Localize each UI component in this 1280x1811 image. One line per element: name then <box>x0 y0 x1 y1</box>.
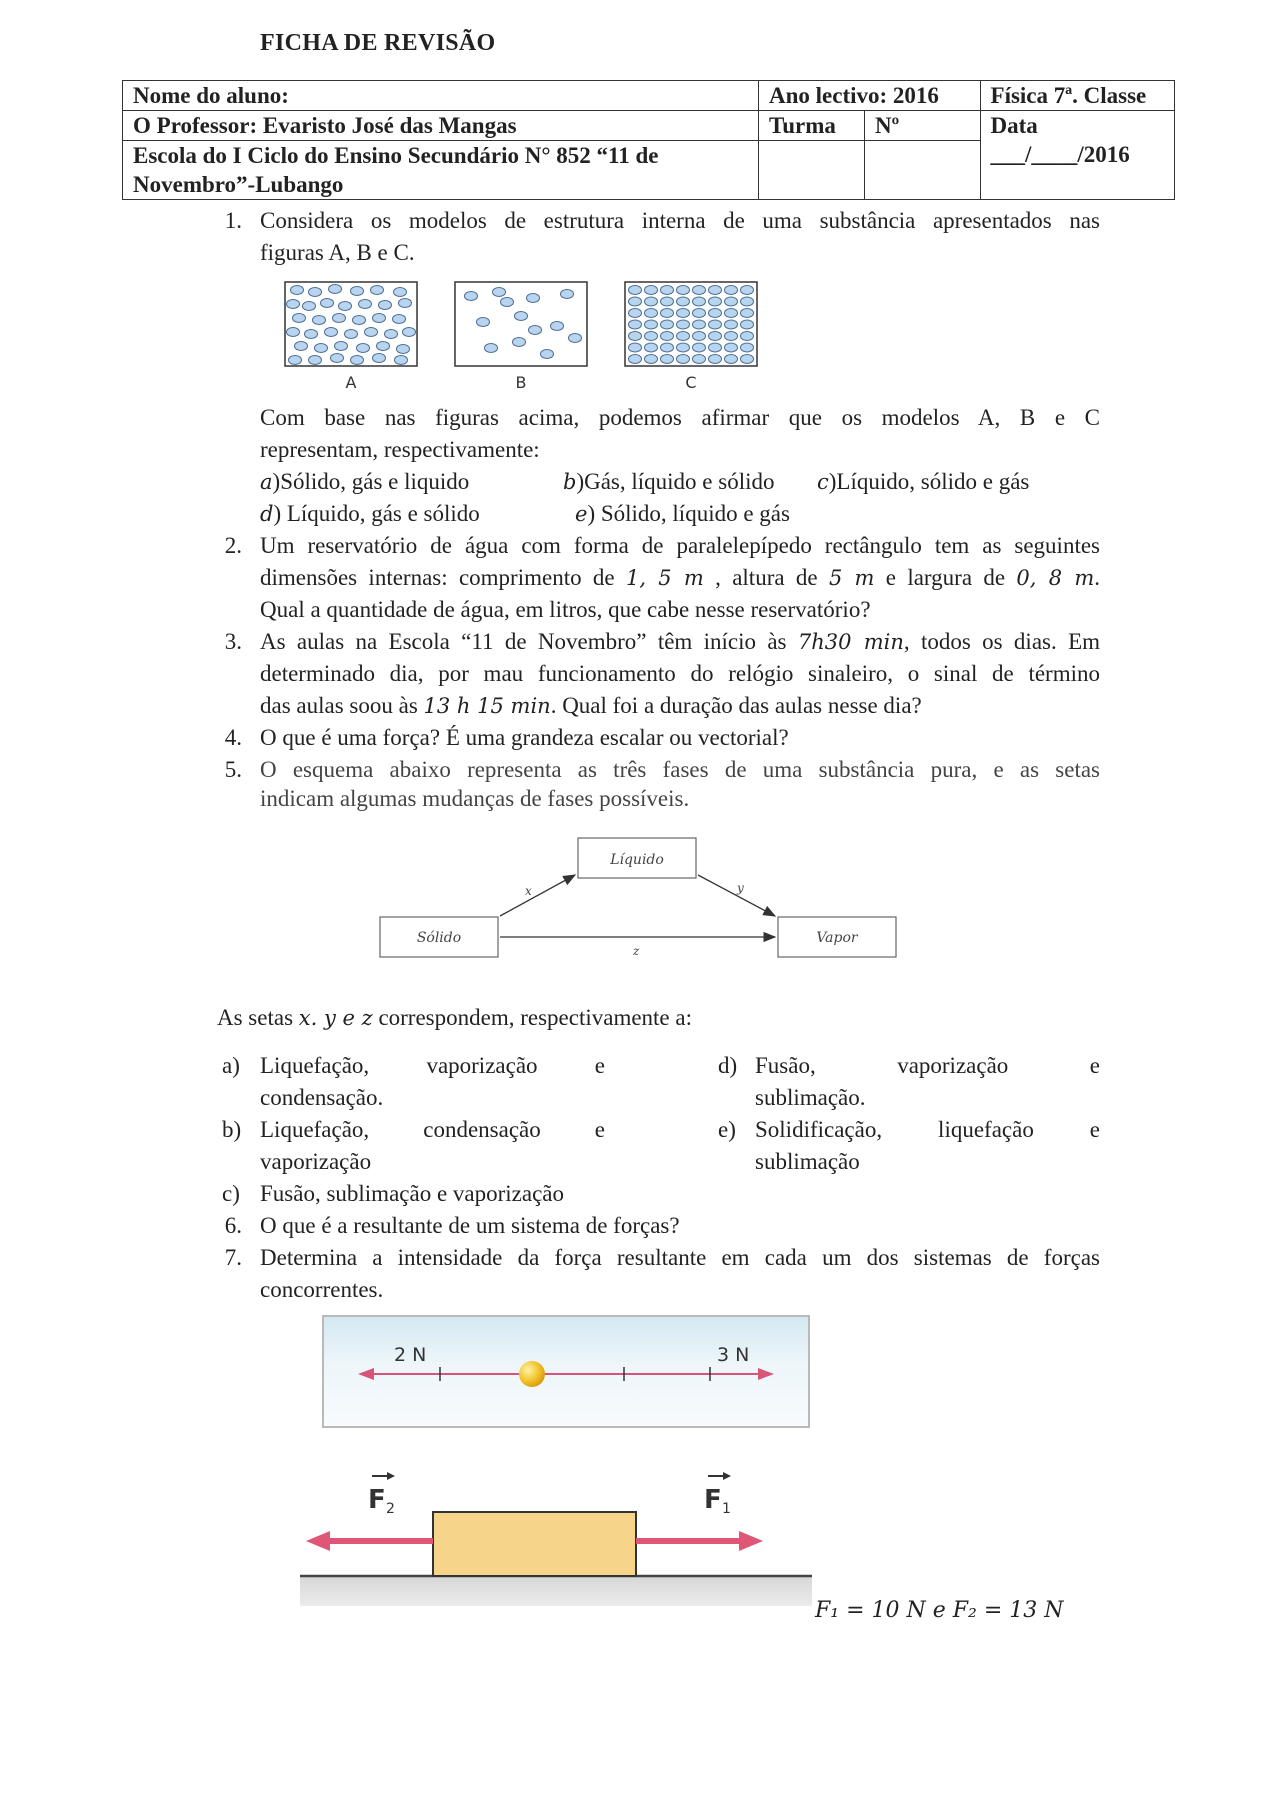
q1-line-1: Considera os modelos de estrutura interna de uma substância apresentados nas <box>260 208 1100 233</box>
particle-b <box>527 294 540 303</box>
q5-line-2: indicam algumas mudanças de fases possíveis. <box>260 786 690 811</box>
particle-c <box>645 286 658 295</box>
q7-number: 7. <box>224 1245 242 1270</box>
q5-opt-b-line-2: vaporização <box>260 1149 372 1174</box>
q1-number: 1. <box>224 208 242 233</box>
svg-text:2: 2 <box>386 1501 395 1517</box>
particle-a <box>313 316 326 325</box>
particle-c <box>629 343 642 352</box>
particle-a <box>373 314 386 323</box>
particle-c <box>677 309 690 318</box>
particle-c <box>629 297 642 306</box>
q2-line-3: Qual a quantidade de água, em litros, que cabe nesse reservatório? <box>260 597 871 622</box>
school-line-2: Novembro”-Lubango <box>133 172 344 197</box>
particle-c <box>661 332 674 341</box>
q3-line-3: das aulas soou às 13 h 15 min. Qual foi a duração das aulas nesse dia? <box>260 693 922 718</box>
particle-c <box>709 297 722 306</box>
particle-c <box>725 309 738 318</box>
teacher-cell: O Professor: Evaristo José das Mangas <box>123 111 759 141</box>
date-label: Data <box>990 113 1038 138</box>
particle-a <box>371 286 384 295</box>
particle-a <box>333 314 346 323</box>
particle-a <box>365 328 378 337</box>
particle-c <box>693 286 706 295</box>
particle-c <box>661 320 674 329</box>
ground <box>300 1576 812 1606</box>
q5-opt-b-line-1: Liquefação, condensação e <box>260 1117 605 1142</box>
particle-c <box>645 332 658 341</box>
particle-a <box>399 299 412 308</box>
f1-vector-label <box>704 1472 731 1517</box>
particle-c <box>693 320 706 329</box>
particle-a <box>287 300 300 309</box>
particle-a <box>379 301 392 310</box>
particle-c <box>677 332 690 341</box>
particle-a <box>303 302 316 311</box>
particle-a <box>353 316 366 325</box>
particle-c <box>693 343 706 352</box>
q7-line-1: Determina a intensidade da força resultante em cada um dos sistemas de forças <box>260 1245 1100 1270</box>
particle-c <box>645 355 658 364</box>
q4-text: O que é uma força? É uma grandeza escalar ou vectorial? <box>260 725 789 750</box>
particle-c <box>725 343 738 352</box>
svg-text:F: F <box>704 1485 722 1515</box>
phase-change-diagram <box>375 830 905 965</box>
particle-a <box>395 356 408 365</box>
particle-ball <box>519 1361 545 1387</box>
particle-c <box>709 286 722 295</box>
q5-opt-c-letter: c) <box>222 1181 240 1206</box>
q5-opt-b-letter: b) <box>222 1117 242 1142</box>
q5-prompt: As setas x. y e z correspondem, respectivamente a: <box>217 1005 692 1030</box>
school-line-1: Escola do I Ciclo do Ensino Secundário N° 852 “11 de <box>133 143 659 168</box>
particle-b <box>529 326 542 335</box>
q3-number: 3. <box>224 629 242 654</box>
particle-a <box>329 285 342 294</box>
particle-c <box>661 355 674 364</box>
svg-text:F: F <box>368 1485 386 1515</box>
particle-c <box>741 343 754 352</box>
q5-opt-a-line-1: Liquefação, vaporização e <box>260 1053 605 1078</box>
q2-number: 2. <box>224 533 242 558</box>
q5-opt-d-line-1: Fusão, vaporização e <box>755 1053 1100 1078</box>
particle-a <box>345 330 358 339</box>
q5-opt-e-letter: e) <box>718 1117 736 1142</box>
school-year-cell: Ano lectivo: 2016 <box>759 81 981 111</box>
q1-option-e: e) Sólido, líquido e gás <box>575 501 790 526</box>
particle-c <box>709 355 722 364</box>
particle-a <box>293 314 306 323</box>
particle-a <box>309 356 322 365</box>
q1-option-c: c)Líquido, sólido e gás <box>817 469 1030 494</box>
particle-a <box>351 356 364 365</box>
q1-after-2: representam, respectivamente: <box>260 437 540 462</box>
figure-1-frame <box>323 1316 809 1427</box>
particle-b <box>477 318 490 327</box>
force-figure-1 <box>322 1315 812 1430</box>
force-f1-arrow-head <box>739 1531 763 1551</box>
q4-number: 4. <box>224 725 242 750</box>
particle-a <box>321 299 334 308</box>
q1-option-b: b)Gás, líquido e sólido <box>563 469 775 494</box>
particle-c <box>709 332 722 341</box>
q2-line-1: Um reservatório de água com forma de paralelepípedo rectângulo tem as seguintes <box>260 533 1100 558</box>
particle-b <box>551 322 564 331</box>
particle-c <box>693 309 706 318</box>
particle-c <box>741 297 754 306</box>
particle-a <box>309 288 322 297</box>
particle-c <box>741 332 754 341</box>
force-f2-arrow-head <box>306 1531 330 1551</box>
header-table <box>122 80 1175 200</box>
particle-c <box>645 309 658 318</box>
student-name-cell: Nome do aluno: <box>123 81 759 111</box>
particle-c <box>741 286 754 295</box>
particle-b <box>541 350 554 359</box>
date-cell <box>980 111 1174 200</box>
particle-a <box>373 354 386 363</box>
q5-opt-c: Fusão, sublimação e vaporização <box>260 1181 564 1206</box>
particle-c <box>693 355 706 364</box>
particle-b <box>501 298 514 307</box>
q5-line-1: O esquema abaixo representa as três fases de uma substância pura, e as setas <box>260 757 1100 782</box>
q5-opt-d-letter: d) <box>718 1053 738 1078</box>
particle-b <box>513 338 526 347</box>
particle-c <box>629 286 642 295</box>
q3-line-2: determinado dia, por mau funcionamento do relógio sinaleiro, o sinal de término <box>260 661 1100 686</box>
page-title: FICHA DE REVISÃO <box>260 30 496 56</box>
particle-a <box>339 302 352 311</box>
solid-label: Sólido <box>416 930 462 946</box>
particle-c <box>677 297 690 306</box>
particle-c <box>709 320 722 329</box>
particle-a <box>331 354 344 363</box>
fig-label-c: C <box>685 373 697 392</box>
fig-label-a: A <box>345 373 357 392</box>
q5-number: 5. <box>224 757 242 782</box>
q2-line-2: dimensões internas: comprimento de 1, 5 m , altura de 5 m e largura de 0, 8 m. <box>260 565 1100 590</box>
particle-c <box>629 320 642 329</box>
particle-a <box>315 344 328 353</box>
f2-vector-label <box>368 1472 395 1517</box>
particle-a <box>377 342 390 351</box>
particle-c <box>693 332 706 341</box>
q5-opt-d-line-2: sublimação. <box>755 1085 866 1110</box>
particle-c <box>677 286 690 295</box>
particle-a <box>359 300 372 309</box>
class-cell: Turma <box>759 111 865 141</box>
q6-number: 6. <box>224 1213 242 1238</box>
number-cell: Nº <box>865 111 981 141</box>
arrow-x <box>500 875 575 916</box>
particle-c <box>725 297 738 306</box>
liquid-label: Líquido <box>610 852 664 868</box>
particle-c <box>645 320 658 329</box>
particle-c <box>709 309 722 318</box>
particle-c <box>709 343 722 352</box>
particle-b <box>493 288 506 297</box>
subject-cell: Física 7ª. Classe <box>980 81 1174 111</box>
q5-opt-e-line-1: Solidificação, liquefação e <box>755 1117 1100 1142</box>
particle-a <box>351 287 364 296</box>
particle-c <box>661 343 674 352</box>
class-value-cell <box>759 141 865 200</box>
particle-c <box>725 320 738 329</box>
particle-a <box>287 328 300 337</box>
particle-a <box>393 315 406 324</box>
q1-after-1: Com base nas figuras acima, podemos afirmar que os modelos A, B e C <box>260 405 1100 430</box>
number-value-cell <box>865 141 981 200</box>
particle-a <box>403 328 416 337</box>
particle-c <box>725 355 738 364</box>
particle-c <box>629 332 642 341</box>
particle-a <box>325 328 338 337</box>
particle-c <box>661 309 674 318</box>
q3-line-1: As aulas na Escola “11 de Novembro” têm início às 7h30 min, todos os dias. Em <box>260 629 1101 654</box>
fig-label-b: B <box>515 373 527 392</box>
particle-c <box>677 320 690 329</box>
particle-c <box>677 343 690 352</box>
force-values-formula: F₁ = 10 N e F₂ = 13 N <box>815 1598 1064 1623</box>
label-z: z <box>633 944 640 958</box>
particle-c <box>741 309 754 318</box>
force-2n-label: 2 N <box>394 1344 427 1366</box>
particle-c <box>725 332 738 341</box>
particle-c <box>645 297 658 306</box>
particle-c <box>677 355 690 364</box>
particle-a <box>289 356 302 365</box>
particle-a <box>291 286 304 295</box>
force-figure-2 <box>300 1458 812 1623</box>
particle-b <box>465 292 478 301</box>
q5-opt-e-line-2: sublimação <box>755 1149 860 1174</box>
particle-a <box>397 345 410 354</box>
q6-text: O que é a resultante de um sistema de forças? <box>260 1213 680 1238</box>
particle-c <box>661 297 674 306</box>
label-x: x <box>525 884 532 898</box>
particle-b <box>569 334 582 343</box>
particle-a <box>335 342 348 351</box>
q1-line-2: figuras A, B e C. <box>260 240 415 265</box>
particle-a <box>357 344 370 353</box>
particle-c <box>661 286 674 295</box>
svg-text:1: 1 <box>722 1501 731 1517</box>
particle-c <box>693 297 706 306</box>
particle-c <box>741 320 754 329</box>
vapor-label: Vapor <box>816 930 858 946</box>
q1-option-d: d) Líquido, gás e sólido <box>260 501 480 526</box>
particle-b <box>561 290 574 299</box>
particle-b <box>515 312 528 321</box>
particle-c <box>741 355 754 364</box>
label-y: y <box>737 881 744 895</box>
particle-c <box>629 355 642 364</box>
block <box>433 1512 636 1576</box>
school-cell <box>123 141 759 200</box>
q7-line-2: concorrentes. <box>260 1277 384 1302</box>
particle-a <box>385 330 398 339</box>
particle-c <box>645 343 658 352</box>
force-3n-label: 3 N <box>717 1344 750 1366</box>
particle-c <box>629 309 642 318</box>
particle-a <box>295 342 308 351</box>
q5-opt-a-letter: a) <box>222 1053 240 1078</box>
particle-a <box>394 288 407 297</box>
q1-option-a: a)Sólido, gás e liquido <box>260 469 470 494</box>
particle-a <box>305 330 318 339</box>
particle-c <box>725 286 738 295</box>
date-value: ___/____/2016 <box>990 142 1130 167</box>
particle-b <box>485 344 498 353</box>
q5-opt-a-line-2: condensação. <box>260 1085 384 1110</box>
matter-models-figure <box>275 278 770 394</box>
